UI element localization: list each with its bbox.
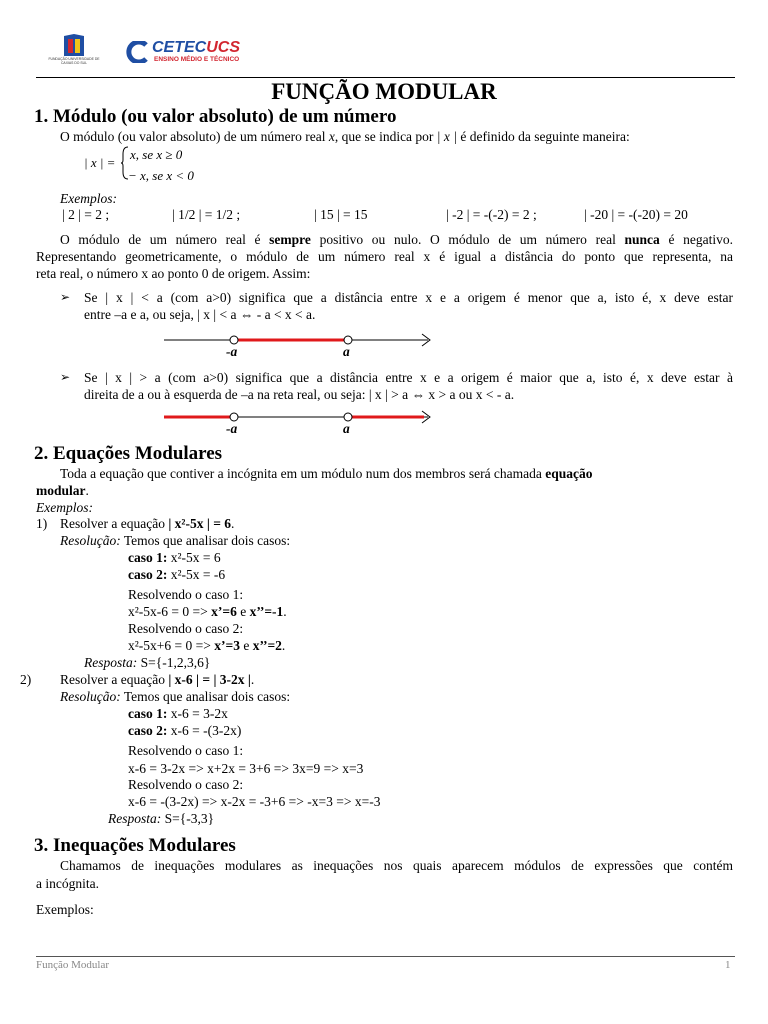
header-rule [36, 77, 735, 78]
ex2-statement-a: Resolver a equação [60, 672, 169, 687]
section-3-heading: 3. Inequações Modulares [34, 835, 236, 856]
ex1-solve1-c: e [236, 604, 250, 619]
ex1-case1-eq: x²-5x = 6 [167, 550, 221, 565]
ex2-statement-b: | x-6 | = | 3-2x | [168, 672, 251, 687]
s2-examples-label: Exemplos: [36, 500, 93, 515]
ex1-solve1-a: x²-5x-6 = 0 => [128, 604, 212, 619]
line1-label-pos: a [343, 344, 350, 359]
s3-examples-label: Exemplos: [36, 902, 94, 917]
s3-line2: a incógnita. [36, 876, 99, 891]
ex1-solve2-b: x’=3 [214, 638, 240, 653]
ex2-solve1-label: Resolvendo o caso 1: [128, 743, 244, 758]
ex2-solve1-eq: x-6 = 3-2x => x+2x = 3+6 => 3x=9 => x=3 [128, 761, 364, 776]
bullet-1-line1: Se | x | < a (com a>0) significa que a distância entre x e a origem é menor que a, isto é, x deve estar [84, 290, 733, 305]
bullet-2-arrow-icon: ➢ [60, 370, 71, 384]
s1-para-line3: reta real, o número x ao ponto 0 de origem. Assim: [36, 266, 311, 281]
ex1-resolucao [60, 533, 290, 549]
cetec-subtitle: ENSINO MÉDIO E TÉCNICO [154, 56, 240, 63]
cetec-logo [124, 40, 264, 66]
page-number: 1 [725, 959, 731, 971]
ex2-resolucao [60, 689, 290, 705]
s1-example-5: | -20 | = -(-20) = 20 [584, 207, 688, 222]
s1-intro-a: O módulo (ou valor absoluto) de um número real [60, 129, 329, 144]
ex2-case2 [128, 723, 241, 739]
s2-intro2-a: modular [36, 483, 86, 498]
s2-intro2-b: . [85, 483, 89, 498]
ex1-resolucao-label: Resolução: [60, 533, 121, 548]
point-pos-a [344, 336, 352, 344]
ex1-case1-label: caso 1: [128, 550, 168, 565]
ex1-num: 1) [36, 516, 48, 531]
ex1-solve1-label: Resolvendo o caso 1: [128, 587, 244, 602]
line1-label-neg: -a [226, 344, 238, 359]
def-row1: x, se x ≥ 0 [130, 147, 183, 162]
s1-para1-a: O módulo de um número real é [60, 232, 270, 247]
ucs-logo-caption: FUNDAÇÃO UNIVERSIDADE DE CAXIAS DO SUL [48, 57, 100, 65]
ex1-case1 [128, 550, 221, 566]
ex2-case2-label: caso 2: [128, 723, 168, 738]
ex2-case2-eq: x-6 = -(3-2x) [167, 723, 242, 738]
ex1-case2-eq: x²-5x = -6 [167, 567, 226, 582]
ex1-solve2-label: Resolvendo o caso 2: [128, 621, 244, 636]
ex1-solve2-a: x²-5x+6 = 0 => [128, 638, 215, 653]
point-pos-a [344, 413, 352, 421]
point-neg-a [230, 413, 238, 421]
s1-example-2: | 1/2 | = 1/2 ; [172, 207, 241, 222]
s3-line1: Chamamos de inequações modulares as inequações nos quais aparecem módulos de expressões que contém [60, 858, 733, 873]
cetec-brand [152, 39, 240, 57]
ex2-statement [60, 672, 254, 688]
ex2-case1 [128, 706, 228, 722]
s2-intro-line2 [36, 483, 89, 499]
s2-intro-line1 [60, 466, 593, 482]
bullet-2-line2: direita de a ou à esquerda de –a na reta real, ou seja: | x | > a ⇔ x > a ou x < - a. [84, 387, 515, 402]
cetec-c-icon [124, 41, 150, 63]
s2-intro1-b: equação [545, 466, 593, 481]
number-line-less [158, 330, 448, 364]
s1-intro-x: x [328, 129, 335, 144]
ex1-solve1-e: . [283, 604, 287, 619]
s1-example-3: | 15 | = 15 [314, 207, 368, 222]
s1-example-4: | -2 | = -(-2) = 2 ; [446, 207, 537, 222]
cetec-brand-suffix: UCS [206, 39, 241, 56]
line2-label-pos: a [343, 421, 350, 436]
footer-rule [36, 956, 735, 957]
s1-intro-d: é definido da seguinte maneira: [456, 129, 630, 144]
ex2-num: 2) [20, 672, 32, 687]
ex2-solve2-label: Resolvendo o caso 2: [128, 777, 244, 792]
section-1-heading: 1. Módulo (ou valor absoluto) de um número [34, 106, 397, 127]
ex1-solve2-e: . [281, 638, 286, 653]
ex1-answer-label: Resposta: [84, 655, 138, 670]
ex2-resolucao-label: Resolução: [60, 689, 121, 704]
s1-para1-d: nunca [624, 232, 660, 247]
ex1-solve1-eq [128, 604, 287, 620]
s1-examples-label: Exemplos: [60, 191, 117, 206]
ex2-case1-label: caso 1: [128, 706, 168, 721]
bullet-1-line2: entre –a e a, ou seja, | x | < a ⇔ - a < x < a. [84, 307, 316, 322]
page-title: FUNÇÃO MODULAR [271, 79, 497, 104]
ex1-case2-label: caso 2: [128, 567, 168, 582]
ex2-answer [108, 811, 214, 827]
def-lhs: | x | = [84, 155, 116, 170]
ex1-statement-b: | x²-5x | = 6 [168, 516, 232, 531]
s1-intro-c: | x | [436, 129, 457, 144]
ex1-answer-value: S={-1,2,3,6} [137, 655, 211, 670]
number-line-greater [158, 407, 448, 441]
ex2-answer-label: Resposta: [108, 811, 162, 826]
s1-example-1: | 2 | = 2 ; [62, 207, 110, 222]
s2-intro1-a: Toda a equação que contiver a incógnita em um módulo num dos membros será chamada [60, 466, 546, 481]
ex1-statement [60, 516, 234, 532]
point-neg-a [230, 336, 238, 344]
ex1-solve2-c: e [239, 638, 253, 653]
ex2-statement-c: . [250, 672, 255, 687]
s1-intro [60, 129, 630, 145]
bullet-1-arrow-icon: ➢ [60, 290, 71, 304]
s1-para1-b: sempre [269, 232, 311, 247]
ex1-resolucao-text: Temos que analisar dois casos: [120, 533, 291, 548]
footer-title: Função Modular [36, 959, 110, 971]
def-row2: − x, se x < 0 [128, 168, 194, 183]
cetec-brand-text: CETEC [152, 39, 207, 56]
s1-para1-e: é negativo. [659, 232, 733, 247]
section-2-heading: 2. Equações Modulares [34, 443, 223, 464]
ex1-case2 [128, 567, 225, 583]
ex2-case1-eq: x-6 = 3-2x [167, 706, 228, 721]
ex1-solve2-eq [128, 638, 285, 654]
ucs-logo [44, 34, 104, 68]
ex1-solve2-d: x’’=2 [252, 638, 282, 653]
ex2-solve2-eq: x-6 = -(3-2x) => x-2x = -3+6 => -x=3 => x=-3 [128, 794, 381, 809]
s1-para-line1 [60, 232, 733, 248]
ex1-statement-c: . [231, 516, 235, 531]
s1-para-line2: Representando geometricamente, o módulo de um número real x é igual a distância do ponto que representa, na [36, 249, 733, 264]
ex1-solve1-d: x’’=-1 [249, 604, 284, 619]
line2-label-neg: -a [226, 421, 238, 436]
ex2-resolucao-text: Temos que analisar dois casos: [120, 689, 291, 704]
ex2-answer-value: S={-3,3} [161, 811, 215, 826]
bullet-2-line1: Se | x | > a (com a>0) significa que a distância entre x e a origem é maior que a, isto é, x deve estar à [84, 370, 733, 385]
ex1-statement-a: Resolver a equação [60, 516, 169, 531]
s1-intro-b: , que se indica por [334, 129, 437, 144]
s1-para1-c: positivo ou nulo. O módulo de um número real [310, 232, 625, 247]
ex1-solve1-b: x’=6 [211, 604, 237, 619]
ex1-answer [84, 655, 210, 671]
